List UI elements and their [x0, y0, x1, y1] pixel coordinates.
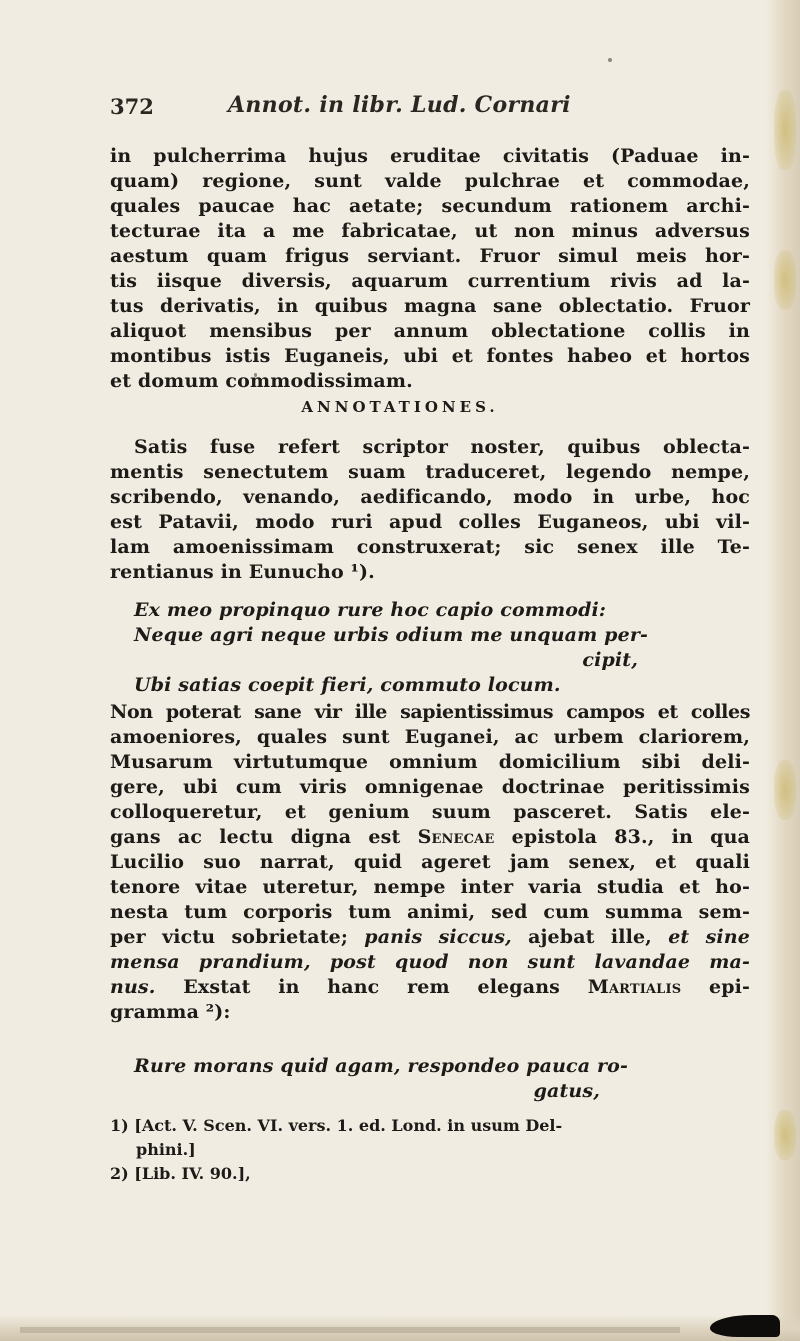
author-name-martialis: Martialis: [587, 976, 682, 998]
page-bottom-bar: [20, 1327, 680, 1333]
page-stain: [774, 760, 796, 820]
text-line: quales paucae hac aetate; secundum rationem archi-: [110, 195, 750, 217]
text-line: montibus istis Euganeis, ubi et fontes habeo et hortos: [110, 345, 750, 367]
text-span: Exstat in hanc rem elegans: [183, 976, 561, 998]
text-line: mensa prandium, post quod non sunt lavandae ma-: [110, 951, 750, 973]
text-line: [110, 925, 750, 950]
text-line: est Patavii, modo ruri apud colles Euganeos, ubi vil-: [110, 511, 750, 533]
text-span: per victu sobrietate;: [110, 926, 349, 948]
paragraph-main-text: [110, 144, 750, 394]
text-span: ajebat ille,: [528, 926, 652, 948]
paragraph-commentary: [110, 700, 750, 1025]
text-line: amoeniores, quales sunt Euganei, ac urbem clariorem,: [110, 726, 750, 748]
verse-line: Ex meo propinquo rure hoc capio commodi:: [134, 599, 607, 621]
text-line: aestum quam frigus serviant. Fruor simul meis hor-: [110, 245, 750, 267]
verse-line: cipit,: [582, 649, 638, 671]
page-number: 372: [110, 94, 154, 119]
text-line: [110, 975, 750, 1000]
text-line: lam amoenissimam construxerat; sic senex ille Te-: [110, 536, 750, 558]
footnote-line: phini.]: [136, 1140, 196, 1159]
text-line: scribendo, venando, aedificando, modo in urbe, hoc: [110, 486, 750, 508]
text-line: tis iisque diversis, aquarum currentium rivis ad la-: [110, 270, 750, 292]
text-line: in pulcherrima hujus eruditae civitatis (Paduae in-: [110, 145, 750, 167]
verse-terentius: [110, 598, 750, 698]
text-line: Satis fuse refert scriptor noster, quibus oblecta-: [134, 436, 750, 458]
verse-martialis: [110, 1054, 750, 1104]
text-line: gramma ²):: [110, 1001, 231, 1023]
quotation-italic: nus.: [110, 976, 156, 998]
page-stain: [774, 1110, 796, 1160]
text-line: tus derivatis, in quibus magna sane oblectatio. Fruor: [110, 295, 750, 317]
ink-speck: [608, 58, 612, 62]
quotation-italic: panis siccus,: [364, 926, 512, 948]
verse-line: gatus,: [533, 1080, 600, 1102]
footnote-line: 2) [Lib. IV. 90.],: [110, 1164, 251, 1183]
page-header: [110, 92, 730, 126]
verse-line: Neque agri neque urbis odium me unquam per-: [134, 624, 649, 646]
ink-blot: [710, 1315, 780, 1337]
text-line: aliquot mensibus per annum oblectatione collis in: [110, 320, 750, 342]
running-title: Annot. in libr. Lud. Cornari: [228, 92, 571, 118]
text-line: Non poterat sane vir ille sapientissimus campos et colles: [110, 701, 750, 723]
text-line: tenore vitae uteretur, nempe inter varia studia et ho-: [110, 876, 750, 898]
text-span: epistola 83., in qua: [511, 826, 751, 848]
page-stain: [774, 250, 796, 310]
text-line: nesta tum corporis tum animi, sed cum summa sem-: [110, 901, 750, 923]
footnote-line: 1) [Act. V. Scen. VI. vers. 1. ed. Lond. in usum Del-: [110, 1116, 563, 1135]
verse-line: Ubi satias coepit fieri, commuto locum.: [134, 674, 561, 696]
text-line: [110, 825, 750, 850]
text-line: Musarum virtutumque omnium domicilium sibi deli-: [110, 751, 750, 773]
section-heading: ANNOTATIONES.: [301, 398, 499, 416]
text-line: quam) regione, sunt valde pulchrae et commodae,: [110, 170, 750, 192]
text-line: tecturae ita a me fabricatae, ut non minus adversus: [110, 220, 750, 242]
text-line: colloqueretur, et genium suum pasceret. Satis ele-: [110, 801, 750, 823]
paragraph-annotation: [110, 435, 750, 585]
text-line: et domum commodissimam.: [110, 370, 413, 392]
footnotes: [110, 1114, 750, 1186]
text-span: epi-: [708, 976, 751, 998]
text-line: rentianus in Eunucho ¹).: [110, 561, 375, 583]
quotation-italic: et sine: [668, 926, 750, 948]
text-span: gans ac lectu digna est: [110, 826, 401, 848]
text-line: Lucilio suo narrat, quid ageret jam senex, et quali: [110, 851, 750, 873]
text-line: mentis senectutem suam traduceret, legendo nempe,: [110, 461, 750, 483]
verse-line: Rure morans quid agam, respondeo pauca ro-: [134, 1055, 629, 1077]
author-name-seneca: Senecae: [417, 826, 495, 848]
text-line: gere, ubi cum viris omnigenae doctrinae peritissimis: [110, 776, 750, 798]
page-stain: [774, 90, 796, 170]
